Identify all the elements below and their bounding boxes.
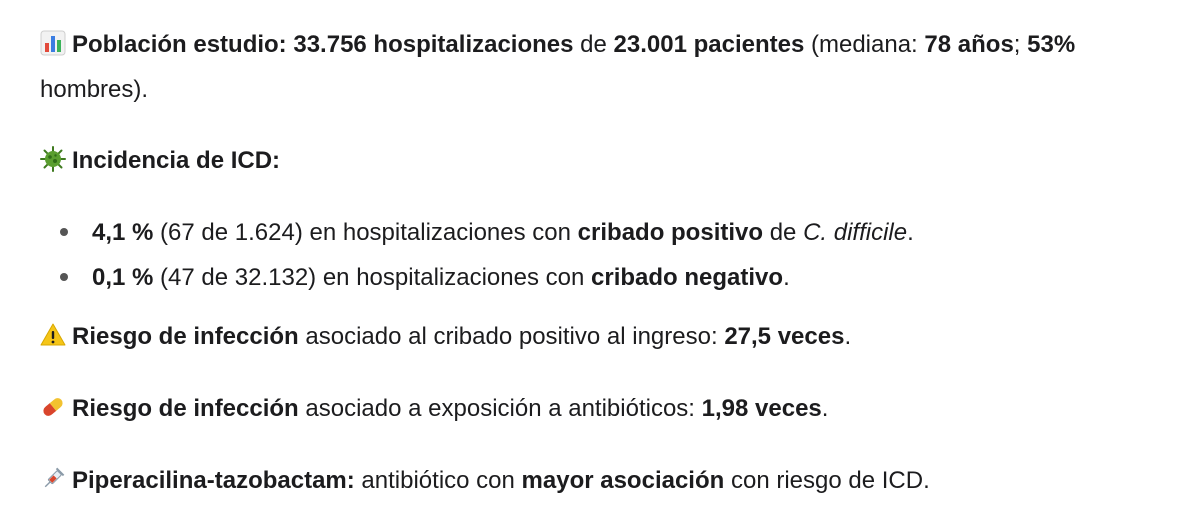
incidence-label: Incidencia de ICD: <box>72 147 281 174</box>
patients-count: 23.001 pacientes <box>613 31 805 58</box>
incidence-positive-detail: (67 de 1.624) en hospitalizaciones con <box>160 219 571 246</box>
population-paragraph <box>40 22 1170 112</box>
warning-icon <box>40 322 66 348</box>
connector-text: de <box>580 31 607 58</box>
incidence-list <box>40 210 1170 300</box>
pip-tazo-paragraph <box>40 458 1170 503</box>
list-item <box>40 210 1170 255</box>
greatest-association-label: mayor asociación <box>521 467 725 494</box>
incidence-negative-detail: (47 de 32.132) en hospitalizaciones con <box>160 264 585 291</box>
median-label: (mediana: <box>811 31 918 58</box>
microbe-icon <box>40 146 66 172</box>
incidence-heading <box>40 138 1170 183</box>
organism-name: C. difficile <box>803 219 908 246</box>
positive-screening-label: cribado positivo <box>577 219 764 246</box>
period: . <box>821 395 829 422</box>
population-label: Población estudio: <box>72 31 287 58</box>
bullet <box>60 273 68 281</box>
list-item <box>40 255 1170 300</box>
pip-tazo-end: con riesgo de ICD. <box>730 467 930 494</box>
period: . <box>844 323 852 350</box>
incidence-negative-value: 0,1 % <box>92 264 154 291</box>
risk-antibiotics-paragraph <box>40 386 1170 431</box>
pip-tazo-text: antibiótico con <box>361 467 515 494</box>
period: . <box>907 219 914 246</box>
bullet <box>60 228 68 236</box>
pill-icon <box>40 394 66 420</box>
separator: ; <box>1013 31 1021 58</box>
risk-screening-text: asociado al cribado positivo al ingreso: <box>305 323 718 350</box>
risk-antibiotics-text: asociado a exposición a antibióticos: <box>305 395 695 422</box>
syringe-icon <box>40 466 66 492</box>
hospitalizations-count: 33.756 hospitalizaciones <box>293 31 574 58</box>
pip-tazo-label: Piperacilina-tazobactam: <box>72 467 355 494</box>
connector-text: de <box>769 219 797 246</box>
period: . <box>783 264 790 291</box>
risk-screening-value: 27,5 veces <box>724 323 845 350</box>
incidence-positive-value: 4,1 % <box>92 219 154 246</box>
men-percent: 53% <box>1027 31 1076 58</box>
median-age: 78 años <box>924 31 1014 58</box>
risk-antibiotics-value: 1,98 veces <box>701 395 822 422</box>
risk-antibiotics-label: Riesgo de infección <box>72 395 299 422</box>
negative-screening-label: cribado negativo <box>591 264 784 291</box>
risk-screening-paragraph <box>40 314 1170 359</box>
bar-chart-icon <box>40 30 66 56</box>
risk-screening-label: Riesgo de infección <box>72 323 299 350</box>
men-label: hombres). <box>40 76 149 103</box>
